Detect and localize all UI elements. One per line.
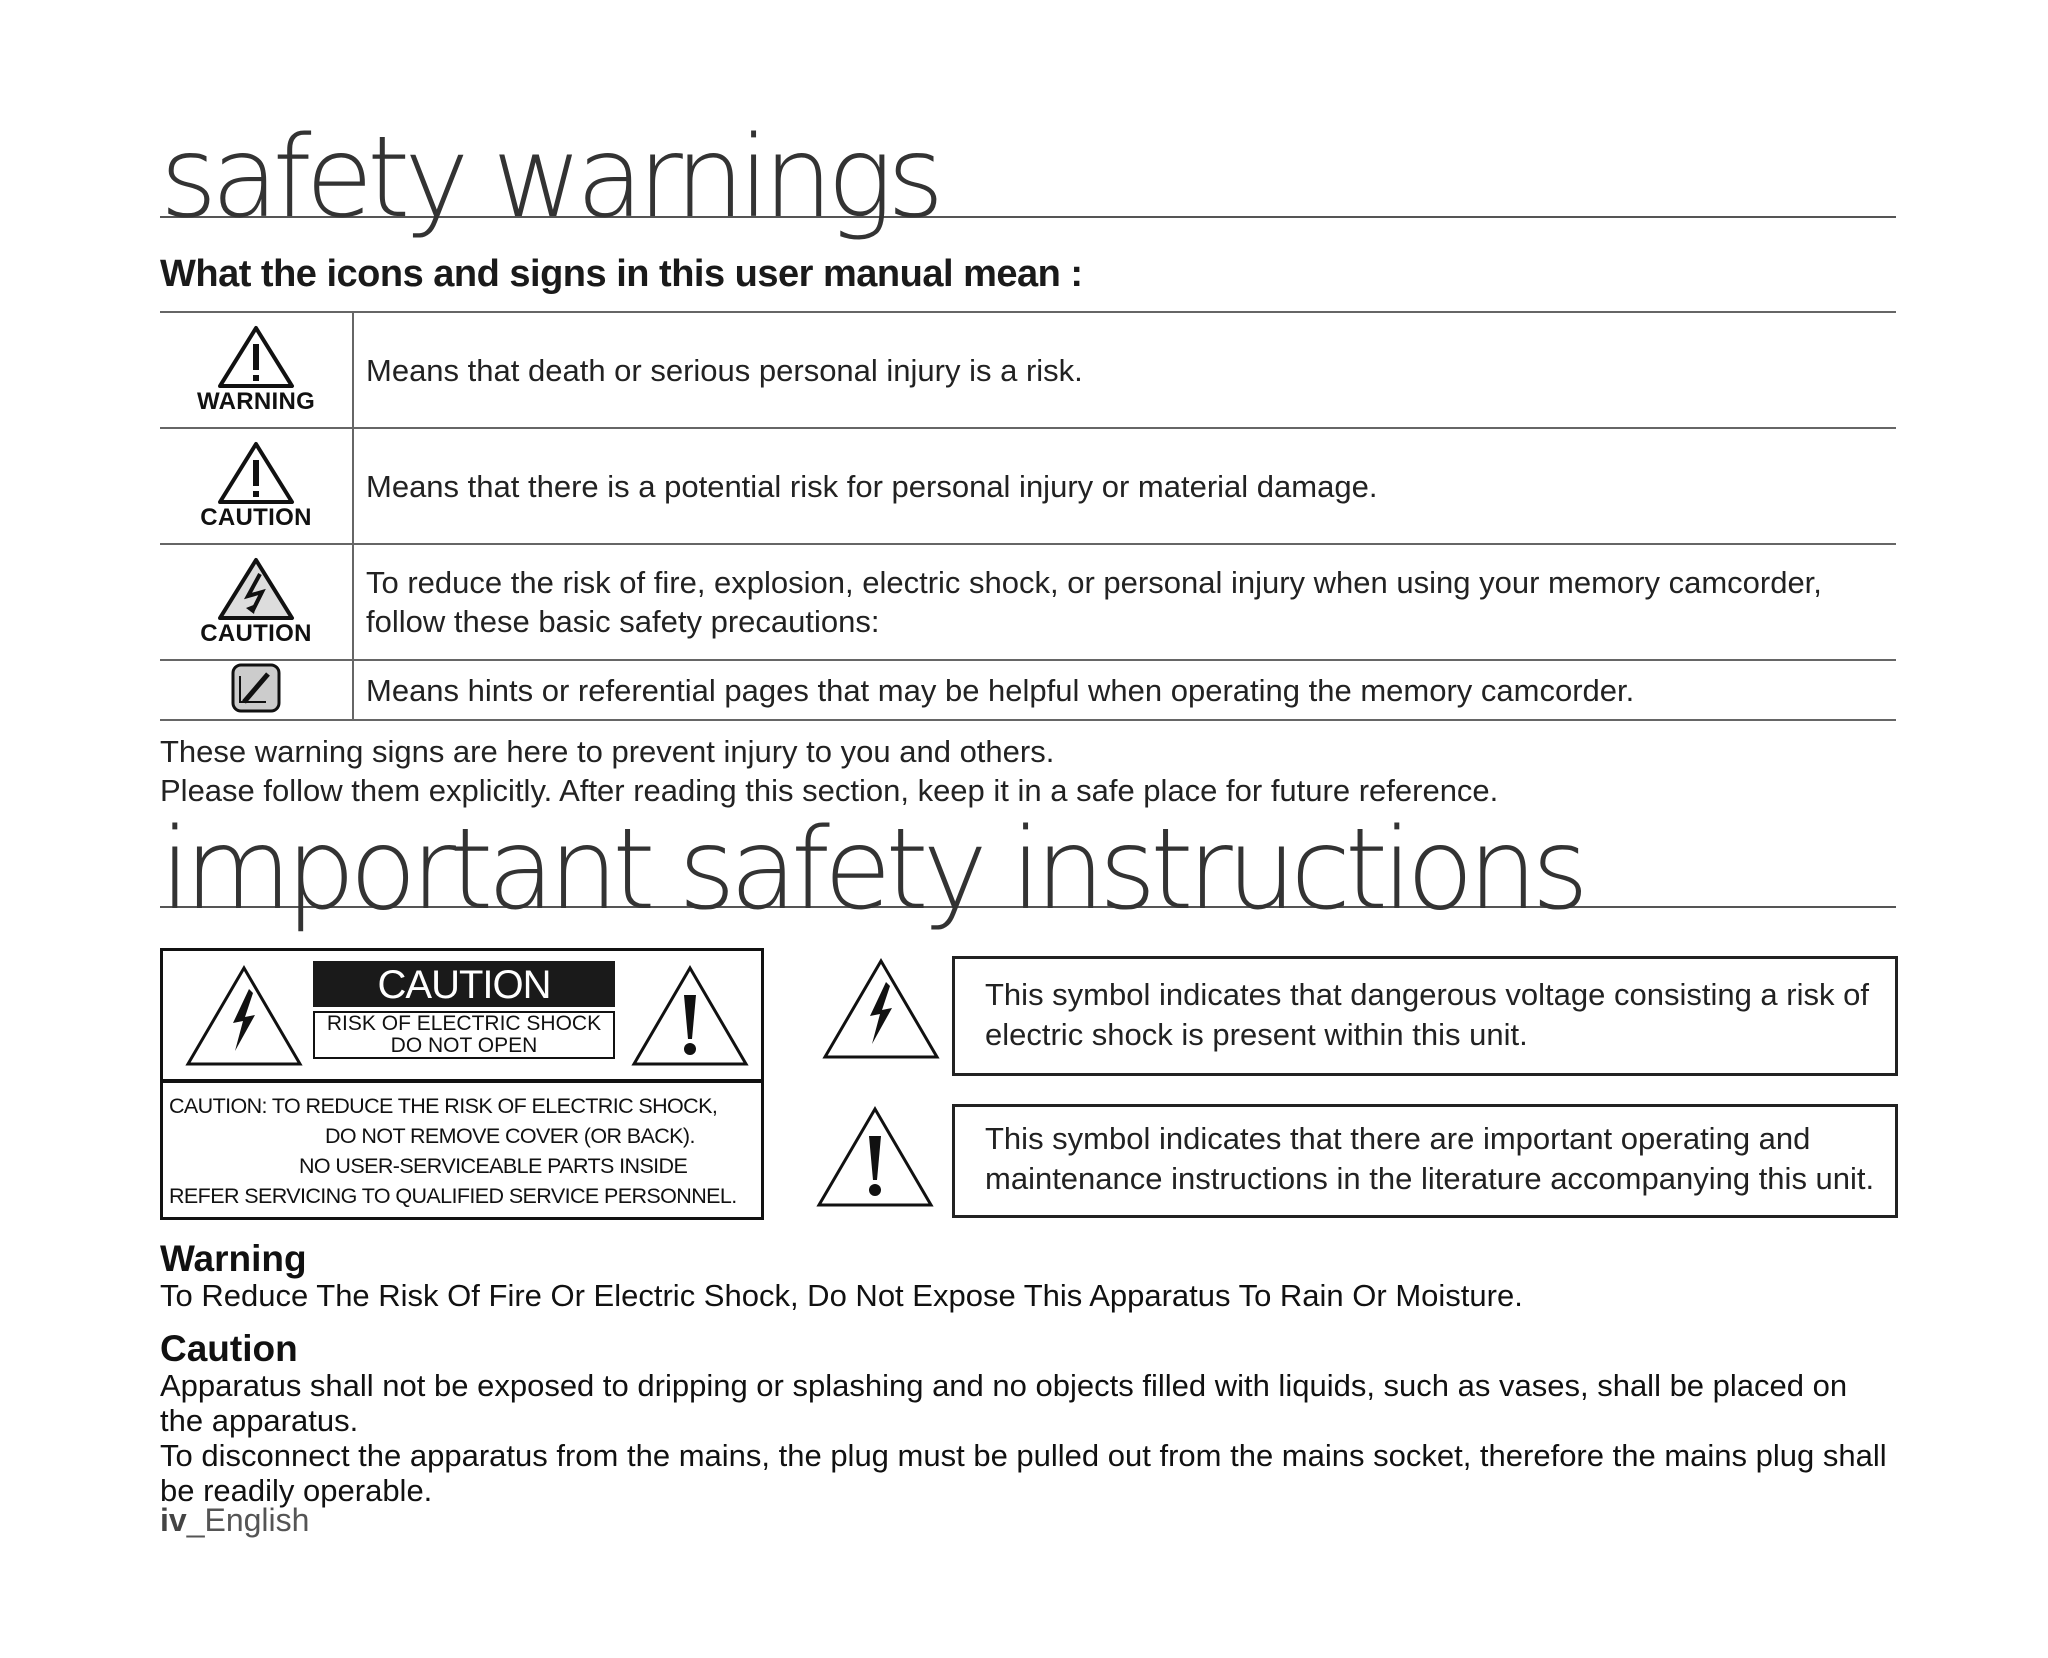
page-number: iv [160, 1502, 187, 1538]
icons-table [160, 311, 1896, 721]
footer-language: _English [186, 1502, 310, 1538]
table-row [160, 312, 1896, 428]
note-description: Means hints or referential pages that may be helpful when operating the memory camcorder. [366, 672, 1635, 708]
table-row [160, 544, 1896, 660]
table-row [160, 660, 1896, 720]
warning-signs-note: These warning signs are here to prevent injury to you and others. Please follow them explicitly. After reading this section, keep it in a safe place for future reference. [160, 734, 1499, 808]
exclamation-triangle-icon [816, 1106, 934, 1208]
page-footer [160, 1502, 309, 1539]
warning-description: Means that death or serious personal injury is a risk. [366, 352, 1083, 388]
caution-description: Means that there is a potential risk for personal injury or material damage. [366, 468, 1378, 504]
caution-body: CAUTION: TO REDUCE THE RISK OF ELECTRIC SHOCK, DO NOT REMOVE COVER (OR BACK). NO USER-SERVICEABLE PARTS INSIDE REFER SERVICING TO QUALIFIED SERVICE PERSONNEL. [169, 1094, 737, 1208]
exclamation-triangle-icon [631, 965, 749, 1067]
note-pencil-icon [230, 662, 282, 714]
warning-label: WARNING [196, 388, 316, 415]
section-title-important-safety: important safety instructions [160, 820, 1896, 908]
caution-text-2: To disconnect the apparatus from the mains, the plug must be pulled out from the mains socket, therefore the mains plug shall be readily operable. [160, 1438, 1887, 1508]
warning-triangle-icon [216, 324, 296, 390]
lightning-triangle-icon [185, 965, 303, 1067]
warning-heading: Warning [160, 1238, 307, 1279]
instructions-symbol-description: This symbol indicates that there are important operating and maintenance instructions in the literature accompanying this unit. [952, 1104, 1898, 1218]
table-row [160, 428, 1896, 544]
electric-caution-description: To reduce the risk of fire, explosion, electric shock, or personal injury when using your memory camcorder, follow these basic safety precautions: [366, 565, 1822, 639]
caution-triangle-icon [216, 440, 296, 506]
caution-heading: Caution [160, 1328, 298, 1369]
section-title-safety-warnings: safety warnings [160, 128, 1896, 218]
warning-text: To Reduce The Risk Of Fire Or Electric Shock, Do Not Expose This Apparatus To Rain Or Moisture. [160, 1278, 1523, 1313]
icons-subheading: What the icons and signs in this user manual mean : [160, 253, 1083, 295]
caution-sub-text: RISK OF ELECTRIC SHOCK DO NOT OPEN [313, 1011, 615, 1059]
voltage-symbol-description: This symbol indicates that dangerous voltage consisting a risk of electric shock is present within this unit. [952, 956, 1898, 1076]
caution-label: CAUTION [200, 504, 312, 531]
caution-label-box [160, 948, 764, 1220]
electric-caution-icon [216, 556, 296, 622]
caution-text-1: Apparatus shall not be exposed to dripping or splashing and no objects filled with liquids, such as vases, shall be placed on the apparatus. [160, 1368, 1848, 1438]
electric-caution-label: CAUTION [200, 620, 312, 647]
lightning-triangle-icon [822, 958, 940, 1060]
caution-banner: CAUTION [313, 961, 615, 1007]
